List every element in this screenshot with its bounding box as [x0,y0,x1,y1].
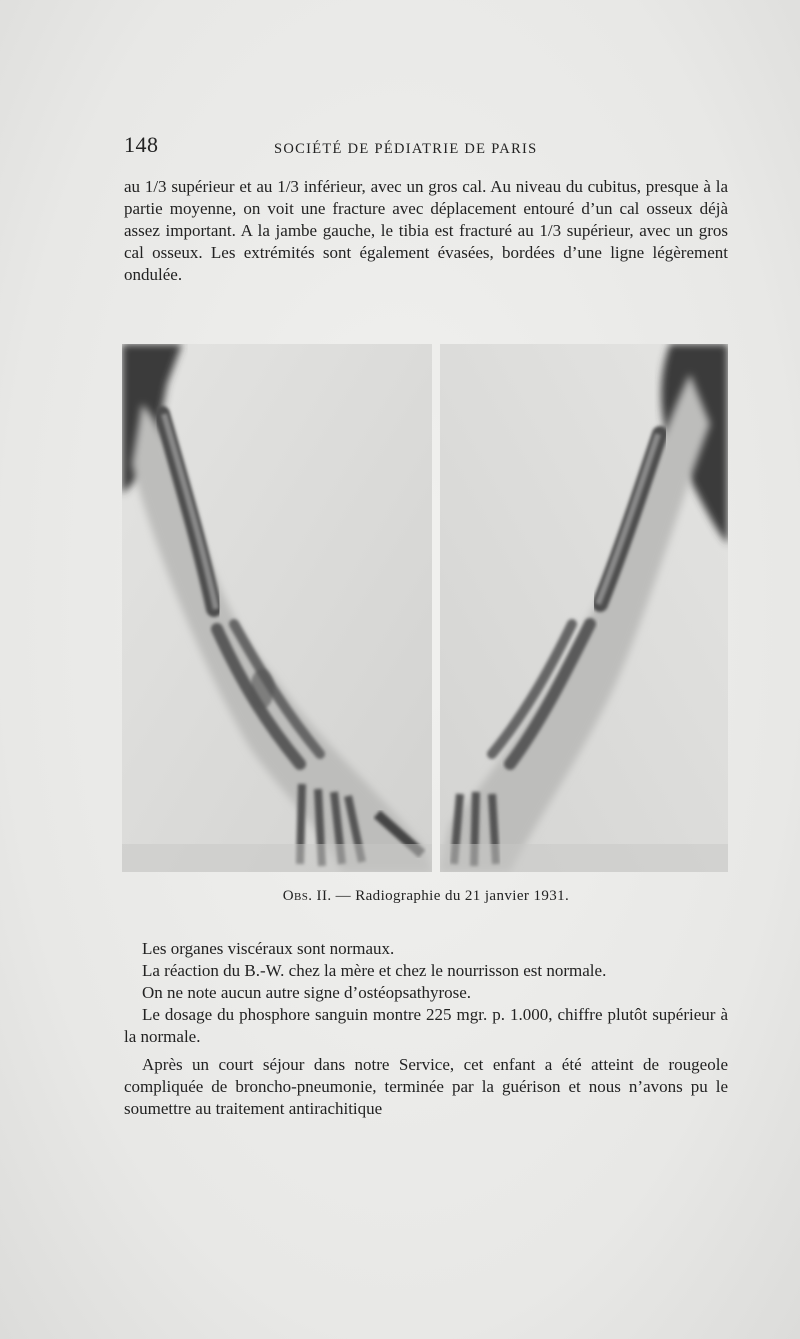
body-text [124,938,728,1120]
paragraph: On ne note aucun autre signe d’ostéopsathyrose. [142,983,472,1002]
page-number: 148 [124,132,159,157]
radiograph-right-arm-image [440,344,728,872]
figure-caption-prefix: Obs. II. [282,888,332,904]
paragraph: La réaction du B.-W. chez la mère et chez le nourrisson est normale. [142,961,607,980]
page-header [124,132,728,162]
figure-caption-text: — Radiographie du 21 janvier 1931. [331,888,570,904]
intro-paragraph: au 1/3 supérieur et au 1/3 inférieur, avec un gros cal. Au niveau du cubitus, presque à la partie moyenne, on voit une fracture avec déplacement entouré d’un cal osseux déjà assez important. A la jambe gauche, le tibia est fracturé au 1/3 supérieur, avec un gros cal osseux. Les extrémités sont également évasées, bordées d’une ligne légèrement ondulée. [124,177,728,284]
radiograph-figure [122,344,728,872]
radiograph-left-arm [122,344,432,872]
paragraph: Les organes viscéraux sont normaux. [142,939,395,958]
radiograph-right-arm [440,344,728,872]
paragraph: Le dosage du phosphore sanguin montre 225 mgr. p. 1.000, chiffre plutôt supérieur à la normale. [124,1005,728,1046]
figure-caption [124,888,728,905]
intro-paragraph-block [124,176,728,286]
paragraph: Après un court séjour dans notre Service, cet enfant a été atteint de rougeole compliquée de broncho-pneumonie, terminée par la guérison et nous n’avons pu le soumettre au traitement antirachitique [124,1055,728,1118]
radiograph-left-arm-image [122,344,432,872]
running-head: SOCIÉTÉ DE PÉDIATRIE DE PARIS [274,141,538,157]
